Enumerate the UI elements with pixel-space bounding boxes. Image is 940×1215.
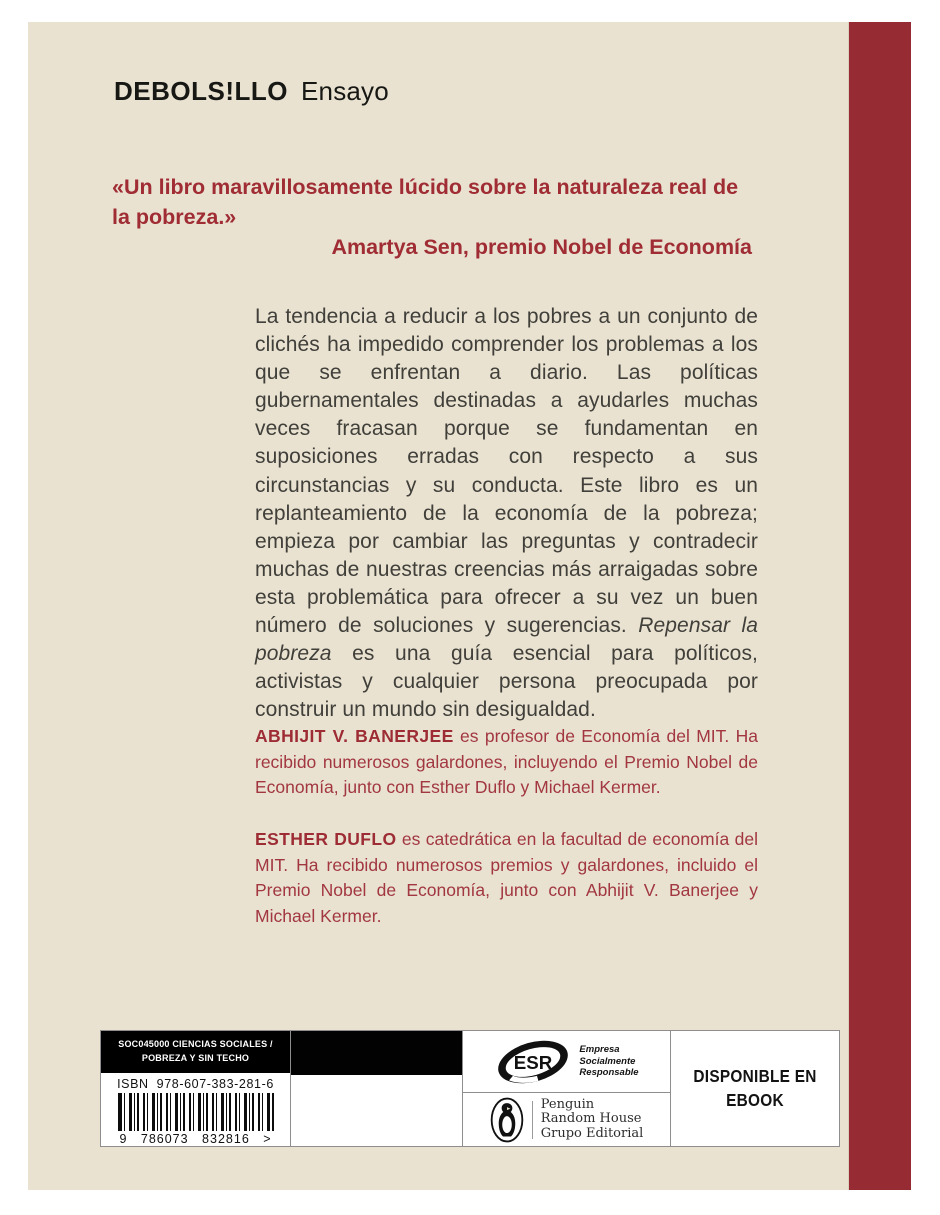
- publisher-logo: DEBOLS!LLO: [114, 76, 288, 106]
- esr-tagline-line: Empresa: [579, 1044, 620, 1056]
- author-bio-text: es profesor de Economía del MIT. Ha recibido numerosos galardones, incluyendo el Premio Nobel de Economía, junto con Esther Duflo y Michael Kermer.: [255, 726, 759, 797]
- prh-divider: [532, 1101, 533, 1139]
- publisher-brand: [114, 76, 389, 107]
- category-label: SOC045000 CIENCIAS SOCIALES / POBREZA Y SIN TECHO: [118, 1039, 273, 1064]
- isbn-label: ISBN: [117, 1077, 149, 1091]
- author-bio-duflo: [255, 827, 758, 929]
- barcode-digits: 9 786073 832816 >: [119, 1132, 272, 1146]
- isbn-line: [117, 1077, 274, 1091]
- synopsis-part1: La tendencia a reducir a los pobres a un conjunto de clichés ha impedido comprender los problemas a los que se enfrentan a diario. Las políticas gubernamentales destinadas a ayudarles muchas veces fracasan porque se fundamentan en suposiciones erradas con respecto a sus circunstancias y su conducta. Este libro es un replanteamiento de la economía de la pobreza; empieza por cambiar las preguntas y contradecir muchas de nuestras creencias más arraigadas sobre esta problemática para ofrecer a su vez un buen número de soluciones y sugerencias.: [255, 305, 758, 638]
- blank-white-area: [291, 1075, 462, 1146]
- ebook-line1: DISPONIBLE EN: [693, 1065, 817, 1086]
- barcode-icon: [118, 1093, 274, 1131]
- author-bio-text: es catedrática en la facultad de economía del MIT. Ha recibido numerosos premios y galardones, incluido el Premio Nobel de Economía, junto con Abhijit V. Banerjee y Michael Kermer.: [255, 829, 758, 926]
- esr-tagline-line: Responsable: [579, 1067, 639, 1079]
- ebook-label: [693, 1065, 816, 1112]
- svg-text:ESR: ESR: [514, 1051, 553, 1073]
- blank-panel: [291, 1031, 463, 1146]
- synopsis-part2: es una guía esencial para políticos, activistas y cualquier persona preocupada por construir un mundo sin desigualdad.: [255, 642, 758, 722]
- prh-imprint-line: Grupo Editorial: [540, 1125, 644, 1141]
- esr-logo-icon: [494, 1039, 572, 1085]
- prh-imprint-line: Penguin: [540, 1096, 595, 1112]
- author-name: ESTHER DUFLO: [255, 829, 397, 849]
- isbn-area: [101, 1073, 290, 1146]
- synopsis-paragraph: [255, 303, 758, 724]
- footer-bar: [100, 1030, 840, 1147]
- ebook-panel: [671, 1031, 839, 1146]
- penguin-logo-icon: [490, 1097, 524, 1143]
- quote-attribution: Amartya Sen, premio Nobel de Economía: [331, 235, 752, 259]
- esr-row: [463, 1031, 670, 1093]
- esr-tagline: [579, 1044, 638, 1078]
- author-bio-banerjee: [255, 724, 758, 801]
- isbn-value: 978-607-383-281-6: [156, 1077, 274, 1091]
- spine-strip: [848, 22, 911, 1190]
- review-quote: «Un libro maravillosamente lúcido sobre la naturaleza real de la pobreza.»: [112, 175, 739, 229]
- category-band: [101, 1031, 290, 1073]
- blank-black-band: [291, 1031, 462, 1075]
- category-isbn-panel: [101, 1031, 291, 1146]
- review-quote-block: [112, 172, 752, 262]
- book-title-italic: Repensar la pobreza: [255, 614, 758, 666]
- collection-label: Ensayo: [301, 76, 389, 106]
- penguin-random-house-row: [463, 1093, 670, 1146]
- prh-imprint-line: Random House: [540, 1111, 642, 1127]
- logos-panel: [463, 1031, 671, 1146]
- author-name: ABHIJIT V. BANERJEE: [255, 726, 454, 746]
- prh-imprint: [541, 1098, 644, 1142]
- esr-tagline-line: Socialmente: [579, 1055, 636, 1067]
- ebook-line2: EBOOK: [726, 1089, 784, 1110]
